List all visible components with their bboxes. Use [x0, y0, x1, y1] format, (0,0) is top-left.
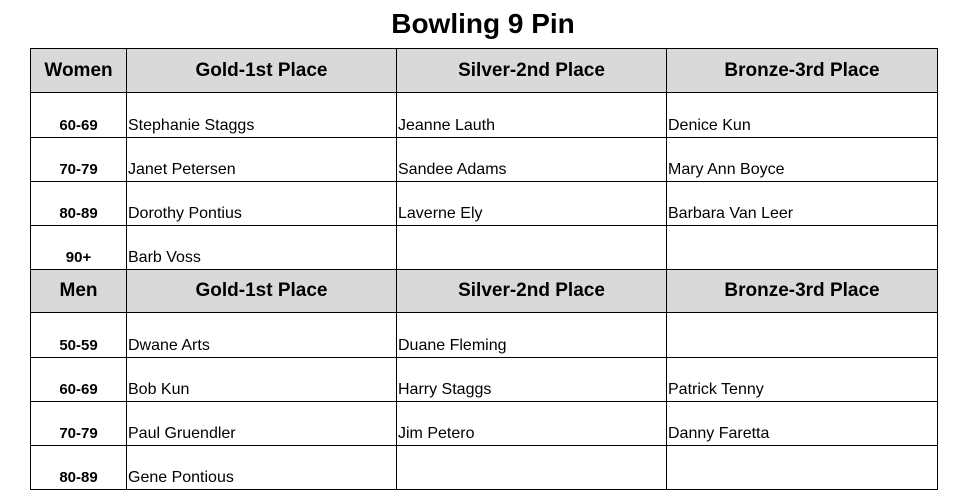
results-table	[30, 48, 938, 490]
silver-winner	[397, 446, 667, 490]
gold-winner: Stephanie Staggs	[127, 93, 397, 138]
page-title: Bowling 9 Pin	[391, 8, 575, 39]
age-group: 90+	[31, 226, 127, 270]
gold-winner: Barb Voss	[127, 226, 397, 270]
table-row	[31, 226, 938, 270]
header-bronze: Bronze-3rd Place	[667, 270, 938, 313]
bronze-winner	[667, 313, 938, 358]
silver-winner: Harry Staggs	[397, 358, 667, 402]
gold-winner: Paul Gruendler	[127, 402, 397, 446]
silver-winner: Jeanne Lauth	[397, 93, 667, 138]
age-group: 60-69	[31, 358, 127, 402]
header-gold: Gold-1st Place	[127, 270, 397, 313]
gold-winner: Dwane Arts	[127, 313, 397, 358]
silver-winner: Duane Fleming	[397, 313, 667, 358]
bronze-winner	[667, 226, 938, 270]
table-row	[31, 446, 938, 490]
header-bronze: Bronze-3rd Place	[667, 49, 938, 93]
header-silver: Silver-2nd Place	[397, 270, 667, 313]
age-group: 70-79	[31, 138, 127, 182]
header-gold: Gold-1st Place	[127, 49, 397, 93]
bronze-winner: Danny Faretta	[667, 402, 938, 446]
bronze-winner: Denice Kun	[667, 93, 938, 138]
silver-winner	[397, 226, 667, 270]
gold-winner: Dorothy Pontius	[127, 182, 397, 226]
age-group: 80-89	[31, 446, 127, 490]
table-row	[31, 138, 938, 182]
table-row	[31, 182, 938, 226]
silver-winner: Sandee Adams	[397, 138, 667, 182]
bronze-winner: Patrick Tenny	[667, 358, 938, 402]
bronze-winner	[667, 446, 938, 490]
women-label: Women	[31, 49, 127, 93]
bronze-winner: Barbara Van Leer	[667, 182, 938, 226]
age-group: 70-79	[31, 402, 127, 446]
men-label: Men	[31, 270, 127, 313]
gold-winner: Janet Petersen	[127, 138, 397, 182]
table-row	[31, 358, 938, 402]
silver-winner: Jim Petero	[397, 402, 667, 446]
men-header-row	[31, 270, 938, 313]
women-header-row	[31, 49, 938, 93]
bronze-winner: Mary Ann Boyce	[667, 138, 938, 182]
age-group: 50-59	[31, 313, 127, 358]
age-group: 80-89	[31, 182, 127, 226]
gold-winner: Bob Kun	[127, 358, 397, 402]
age-group: 60-69	[31, 93, 127, 138]
table-row	[31, 93, 938, 138]
table-row	[31, 313, 938, 358]
silver-winner: Laverne Ely	[397, 182, 667, 226]
table-row	[31, 402, 938, 446]
header-silver: Silver-2nd Place	[397, 49, 667, 93]
gold-winner: Gene Pontious	[127, 446, 397, 490]
